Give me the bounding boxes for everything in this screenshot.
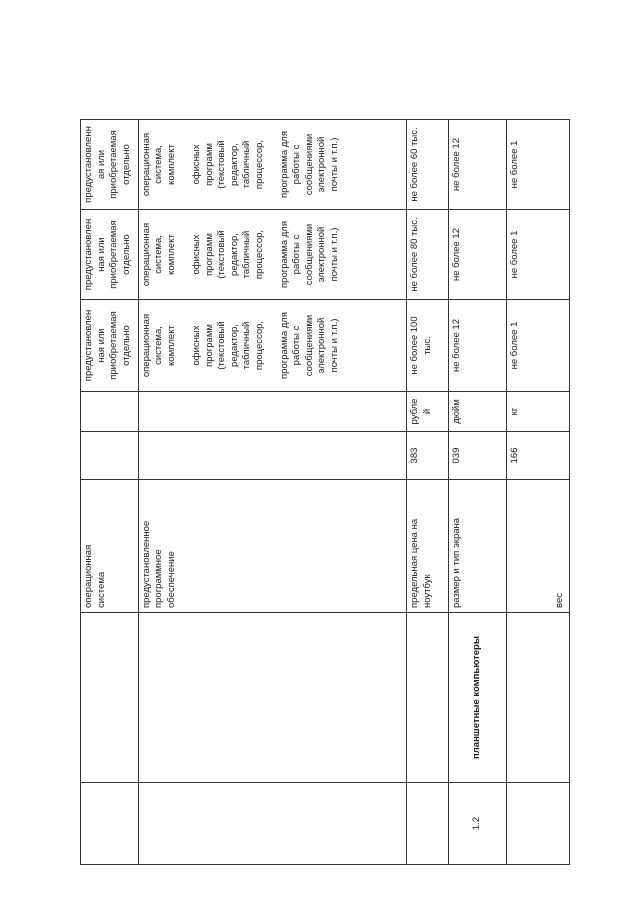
cell-characteristic: размер и тип экрана	[449, 480, 507, 613]
cell-unit: рублей	[407, 392, 449, 432]
cell-value-2: не более 12	[449, 210, 507, 300]
table-row	[449, 120, 507, 865]
rotated-page	[80, 120, 570, 865]
cell-unit	[138, 392, 406, 432]
table-row	[81, 120, 139, 865]
cell-characteristic: предельная цена на ноутбук	[407, 480, 449, 613]
cell-num	[506, 783, 569, 865]
table-row	[138, 120, 406, 865]
cell-code	[81, 432, 139, 480]
table-row	[407, 120, 449, 865]
cell-name	[81, 613, 139, 783]
cell-code	[138, 432, 406, 480]
cell-value-2: не более 80 тыс.	[407, 210, 449, 300]
cell-characteristic: предустановленное программное обеспечение	[138, 480, 406, 613]
cell-value-3: не более 12	[449, 120, 507, 210]
cell-characteristic: вес	[506, 480, 569, 613]
cell-name: планшетные компьютеры	[449, 613, 507, 783]
cell-value-1: не более 1	[506, 300, 569, 392]
cell-name	[407, 613, 449, 783]
specs-table	[80, 119, 570, 865]
cell-name	[138, 613, 406, 783]
cell-code: 166	[506, 432, 569, 480]
cell-value-1: предустановлен ная или приобретаемая отдельно	[81, 300, 139, 392]
cell-num: 1.2	[449, 783, 507, 865]
cell-value-2: не более 1	[506, 210, 569, 300]
cell-value-3: предустановленн ая или приобретаемая отдельно	[81, 120, 139, 210]
cell-name	[506, 613, 569, 783]
cell-unit: дюйм	[449, 392, 507, 432]
cell-value-1: операционная система, комплект офисных программ (текстовый редактор, табличный процессор, программа для работы с сообщениями электронной почты и т.п.)	[138, 300, 406, 392]
cell-value-1: не более 12	[449, 300, 507, 392]
cell-value-3: не более 60 тыс.	[407, 120, 449, 210]
cell-code: 383	[407, 432, 449, 480]
cell-num	[407, 783, 449, 865]
cell-value-2: операционная система, комплект офисных программ (текстовый редактор, табличный процессор, программа для работы с сообщениями электронной почты и т.п.)	[138, 210, 406, 300]
cell-value-3: операционная система, комплект офисных программ (текстовый редактор, табличный процессор, программа для работы с сообщениями электронной почты и т.п.)	[138, 120, 406, 210]
cell-value-1: не более 100 тыс.	[407, 300, 449, 392]
cell-num	[81, 783, 139, 865]
cell-num	[138, 783, 406, 865]
cell-unit	[81, 392, 139, 432]
cell-value-2: предустановлен ная или приобретаемая отдельно	[81, 210, 139, 300]
cell-characteristic: операционная система	[81, 480, 139, 613]
cell-unit: кг	[506, 392, 569, 432]
cell-value-3: не более 1	[506, 120, 569, 210]
cell-code: 039	[449, 432, 507, 480]
table-row	[506, 120, 569, 865]
